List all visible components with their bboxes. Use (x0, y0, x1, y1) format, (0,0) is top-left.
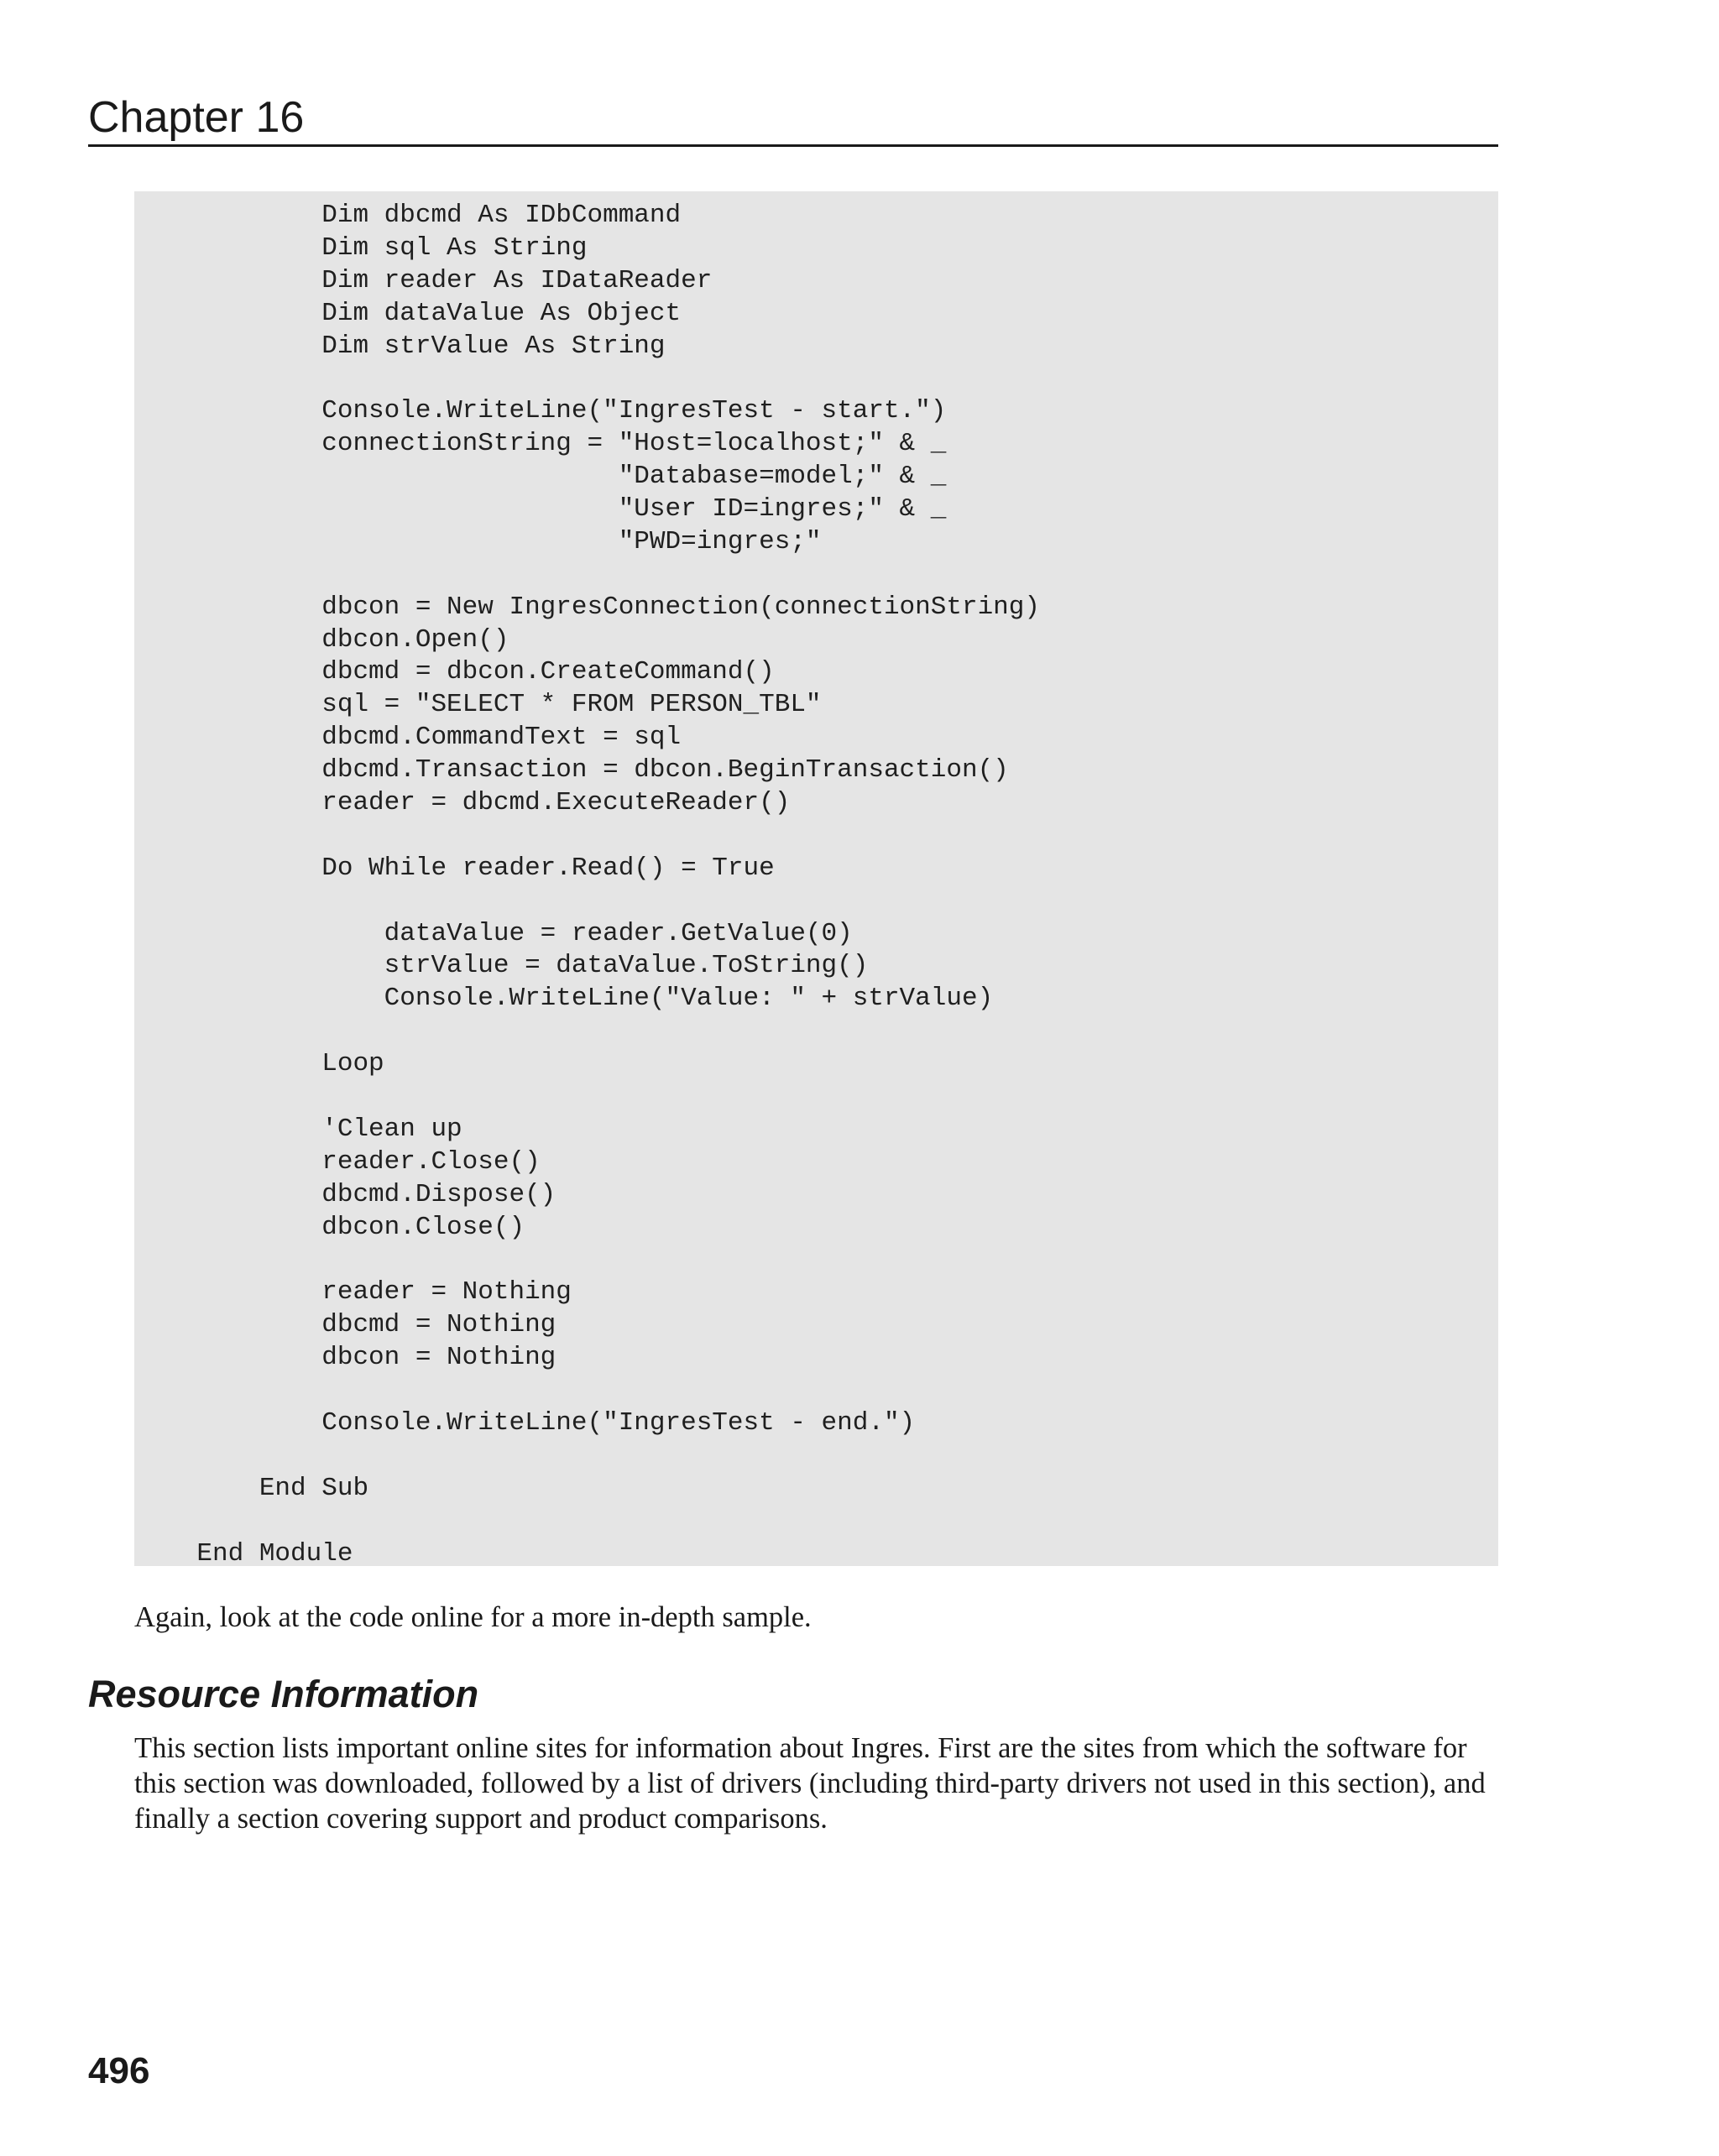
code-line: Console.WriteLine("IngresTest - start.") (134, 396, 947, 426)
code-line: Dim strValue As String (134, 331, 666, 361)
code-listing (134, 191, 1498, 1569)
chapter-title: Chapter 16 (88, 93, 305, 142)
code-line: dbcmd = dbcon.CreateCommand() (134, 657, 775, 687)
code-line: dbcmd.Transaction = dbcon.BeginTransaction() (134, 755, 1009, 786)
code-line (134, 1081, 1498, 1114)
code-line (134, 820, 1498, 853)
code-line: dbcmd.Dispose() (134, 1179, 556, 1209)
code-line (134, 363, 1498, 395)
code-line: Dim sql As String (134, 232, 588, 263)
code-line: reader = dbcmd.ExecuteReader() (134, 788, 791, 818)
chapter-header (88, 84, 1498, 147)
code-line: Loop (134, 1049, 384, 1079)
code-line: dbcon.Open() (134, 624, 509, 655)
code-line: connectionString = "Host=localhost;" & _ (134, 429, 947, 459)
code-line (134, 1506, 1498, 1538)
code-line: dbcon = Nothing (134, 1343, 556, 1373)
code-line (134, 1375, 1498, 1407)
code-line: dbcmd.CommandText = sql (134, 723, 682, 753)
code-line (134, 1015, 1498, 1048)
code-line: sql = "SELECT * FROM PERSON_TBL" (134, 690, 822, 720)
code-line: dbcon.Close() (134, 1212, 525, 1242)
code-line (134, 559, 1498, 592)
code-line: End Sub (134, 1473, 369, 1503)
code-line: "User ID=ingres;" & _ (134, 494, 947, 525)
code-line: "Database=model;" & _ (134, 462, 947, 492)
code-line: Console.WriteLine("IngresTest - end.") (134, 1407, 916, 1438)
code-line: dbcon = New IngresConnection(connectionString) (134, 592, 1040, 622)
code-line (134, 885, 1498, 918)
section-paragraph: This section lists important online sites for information about Ingres. First are the sites from which the software for this section was downloaded, followed by a list of drivers (including third-party drivers not used in this section), and finally a section covering support and product comparisons. (134, 1732, 1486, 1835)
page-number: 496 (88, 2050, 150, 2091)
code-line: dataValue = reader.GetValue(0) (134, 918, 853, 948)
section-heading: Resource Information (88, 1673, 479, 1715)
code-line: strValue = dataValue.ToString() (134, 951, 869, 981)
code-line (134, 1245, 1498, 1277)
code-line: dbcmd = Nothing (134, 1310, 556, 1340)
paragraph-after-code: Again, look at the code online for a more in-depth sample. (134, 1601, 812, 1633)
code-line: reader = Nothing (134, 1277, 572, 1308)
code-line: Do While reader.Read() = True (134, 853, 775, 883)
code-line: 'Clean up (134, 1114, 462, 1144)
code-line: Dim reader As IDataReader (134, 265, 713, 295)
code-line: Dim dataValue As Object (134, 298, 682, 328)
code-line: End Module (134, 1538, 353, 1569)
code-line: Dim dbcmd As IDbCommand (134, 201, 682, 230)
code-line (134, 1440, 1498, 1473)
code-line: Console.WriteLine("Value: " + strValue) (134, 984, 994, 1014)
code-line: "PWD=ingres;" (134, 526, 822, 556)
code-line: reader.Close() (134, 1146, 541, 1177)
